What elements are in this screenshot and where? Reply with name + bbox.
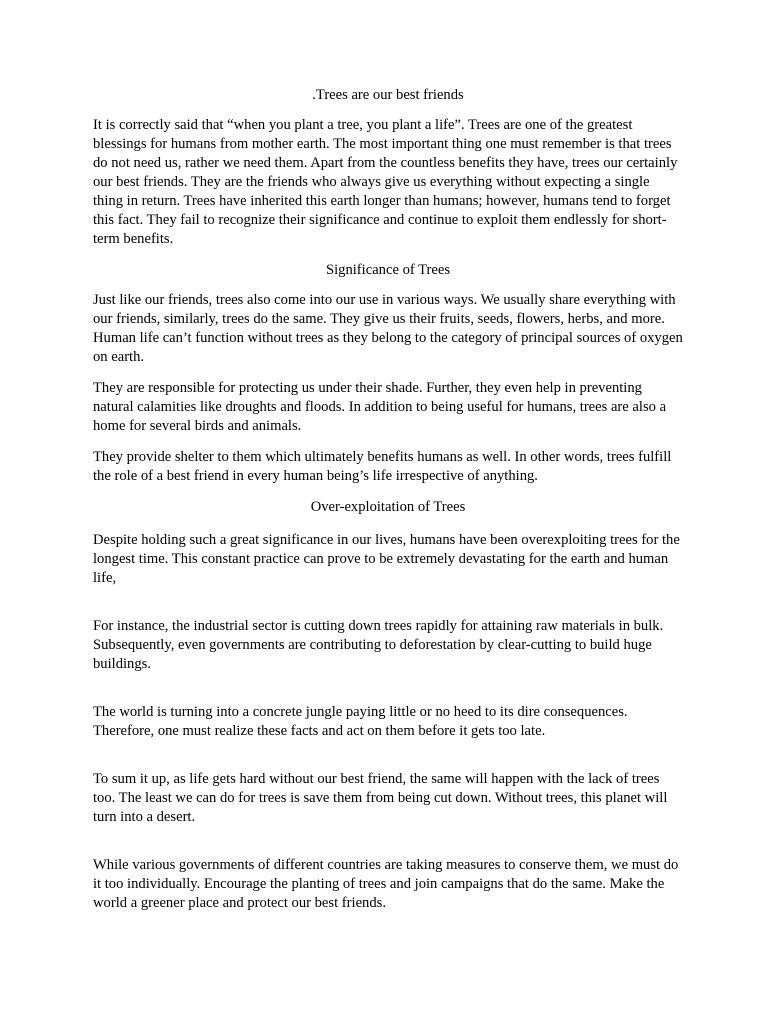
paragraph: Despite holding such a great significance in our lives, humans have been overexploiting trees for the longest time. This constant practice can prove to be extremely devastating for the earth and human life, [93,532,680,586]
paragraph: They provide shelter to them which ultimately benefits humans as well. In other words, trees fulfill the role of a best friend in every human being’s life irrespective of anything. [93,449,672,484]
section-heading-over-exploitation: Over-exploitation of Trees [310,499,466,515]
paragraph: Just like our friends, trees also come into our use in various ways. We usually share everything with our friends, similarly, trees do the same. They give us their fruits, seeds, flowers, herbs, and more. Human life can’t function without trees as they belong to the category of principal sources of oxygen on earth. [93,292,683,365]
paragraph: For instance, the industrial sector is cutting down trees rapidly for attaining raw materials in bulk. Subsequently, even governments are contributing to deforestation by clear-cutting to build huge buildings. [93,618,664,672]
paragraph: The world is turning into a concrete jungle paying little or no heed to its dire consequences. Therefore, one must realize these facts and act on them before it gets too late. [93,704,628,739]
intro-paragraph: It is correctly said that “when you plant a tree, you plant a life”. Trees are one of the greatest blessings for humans from mother earth. The most important thing one must remember is that trees do not need us, rather we need them. Apart from the countless benefits they have, trees our certainly our best friends. They are the friends who always give us everything without expecting a single thing in return. Trees have inherited this earth longer than humans; however, humans tend to forget this fact. They fail to recognize their significance and continue to exploit them endlessly for short-term benefits. [93,117,678,247]
page-title: .Trees are our best friends [312,87,464,103]
document-body [93,86,683,925]
paragraph: While various governments of different countries are taking measures to conserve them, we must do it too individually. Encourage the planting of trees and join campaigns that do the same. Make the world a greener place and protect our best friends. [93,857,679,911]
paragraph: They are responsible for protecting us under their shade. Further, they even help in preventing natural calamities like droughts and floods. In addition to being useful for humans, trees are also a home for several birds and animals. [93,380,667,434]
paragraph: To sum it up, as life gets hard without our best friend, the same will happen with the lack of trees too. The least we can do for trees is save them from being cut down. Without trees, this planet will turn into a desert. [93,771,668,825]
section-heading-significance: Significance of Trees [325,262,451,278]
